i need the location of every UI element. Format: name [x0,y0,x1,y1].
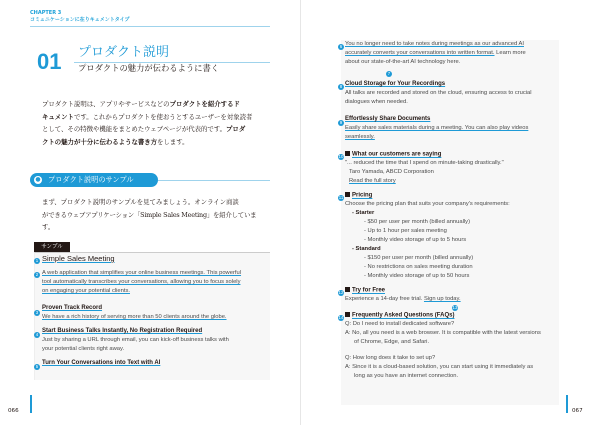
heading-customers [345,151,441,158]
sample-heading-rule [158,180,270,181]
heading-faq [345,312,454,319]
desc-line: tool automatically transcribes your conversations, allowing you to focus solely [42,279,241,285]
ai-line: accurately converts your conversations into written format. [345,50,495,56]
intro-paragraph [30,98,272,148]
heading-faq-label: Frequently Asked Questions (FAQs) [352,312,455,319]
chapter-subtitle: コミュニケーションに在りキュメントタイプ [30,17,130,23]
track-record-text: We have a rich history of serving more than 50 clients around the globe. [42,314,227,320]
try-text [345,295,461,304]
faq-answer: A: No, all you need is a web browser. It is compatible with the latest versions [345,330,541,336]
ai-paragraph [345,40,526,67]
ai-line: Learn more [496,50,526,56]
quote-author: Taro Yamada, ABCD Corporation [349,169,434,175]
heading-cloud-storage: Cloud Storage for Your Recordings [345,81,446,87]
faq-question: Q: Do I need to install dedicated software? [345,321,455,327]
marker-11: 11 [338,195,344,200]
marker-13: 13 [452,305,458,310]
sample-description [42,269,241,296]
sample-intro-text: す。 [42,223,55,231]
marker-12: 12 [338,290,344,295]
start-talks-line: your potential clients right away. [42,346,125,352]
marker-4: 4 [35,332,39,337]
square-bullet-icon [345,151,350,156]
marker-6: 6 [339,44,343,49]
marker-10: 10 [338,154,344,159]
desc-line: A web application that simplifies your online business meetings. This powerful [42,270,242,276]
intro-text: をします。 [157,137,189,146]
heading-track-record: Proven Track Record [42,305,103,311]
heading-customers-label: What our customers are saying [352,151,442,158]
intro-bold: プロダ [226,125,246,133]
intro-bold: クトの魅力が十分に伝わるような書き方 [42,137,158,146]
faq-question: Q: How long does it take to set up? [345,355,436,361]
starter-item: - Monthly video storage of up to 5 hours [364,237,467,243]
marker-5: 5 [35,364,39,369]
standard-item: - $150 per user per month (billed annually) [364,255,474,261]
cloud-line: dialogues when needed. [345,99,408,105]
share-text [345,124,528,142]
page-number-left: 066 [8,408,19,414]
intro-bold: プロダクトを紹介するド [169,100,240,108]
cloud-text [345,89,532,107]
faq-answer: long as you have an internet connection. [354,373,459,379]
heading-share-docs: Effortlessly Share Documents [345,116,431,122]
quote-text: "... reduced the time that I spend on minute-taking drastically." [345,160,504,166]
plan-starter: - Starter [352,210,375,216]
section-title: プロダクト説明 [78,45,170,60]
marker-14: 14 [338,315,344,320]
heading-try-free [345,287,385,294]
try-text-body: Experience a 14-day free trial. [345,296,423,302]
learn-more-link[interactable]: about our state-of-the-art AI technology here. [345,59,461,65]
square-bullet-icon [345,192,350,197]
starter-item: - Up to 1 hour per sales meeting [364,228,447,234]
ai-line: You no longer need to take notes during meetings as our advanced AI [345,41,524,47]
chapter-label [30,10,129,24]
marker-7: 7 [387,71,391,76]
section-number: 01 [37,49,62,74]
sample-intro [30,196,272,234]
intro-bold: キュメント [42,112,74,121]
plan-standard: - Standard [352,246,381,252]
desc-line: on engaging your potential clients. [42,288,130,294]
marker-2: 2 [35,272,39,277]
marker-8: 8 [339,84,343,89]
heading-try-free-label: Try for Free [352,287,386,294]
standard-item: - No restrictions on sales meeting duration [364,264,473,270]
sample-section-heading [30,173,158,187]
marker-3: 3 [35,310,39,315]
bullet-icon: ● [35,176,41,183]
heading-pricing-label: Pricing [352,192,373,199]
faq-answer: of Chrome, Edge, and Safari. [354,339,430,345]
marker-1: 1 [35,258,39,263]
standard-item: - Monthly video storage of up to 50 hours [364,273,470,279]
intro-text: プロダクト説明は、アプリやサービスなどの [42,100,170,108]
starter-item: - $50 per user per month (billed annually) [364,219,471,225]
square-bullet-icon [345,287,350,292]
heading-ai-text: Turn Your Conversations into Text with AI [42,360,161,366]
chapter-divider [30,26,270,27]
start-talks-line: Just by sharing a URL through email, you can kick-off business talks with [42,337,229,343]
quote-block [345,159,504,186]
heading-start-talks: Start Business Talks Instantly, No Registration Required [42,328,203,334]
sample-intro-text: ができるウェブアプリケーション「Simple Sales Meeting」を紹介していま [42,210,257,219]
chapter-number: CHAPTER 3 [30,10,62,16]
start-talks-text [42,336,229,354]
folio-bar-left [30,395,32,413]
faq-answer: A: Since it is a cloud-based solution, you can start using it immediately as [345,364,534,370]
share-line: Easily share sales materials during a meeting. You can also play videos [345,125,529,131]
share-line: seamlessly. [345,134,375,140]
read-full-story-link[interactable]: Read the full story [349,178,396,184]
folio-bar-right [566,395,568,413]
faq-block [345,320,541,381]
page-number-right: 067 [572,408,583,414]
sample-tag: サンプル [34,242,70,252]
sample-section-label: プロダクト説明のサンプル [48,175,134,184]
sample-intro-text: まず、プロダクト説明のサンプルを見てみましょう。オンライン商談 [42,198,239,206]
square-bullet-icon [345,312,350,317]
heading-pricing [345,192,372,199]
intro-text: です。これからプロダクトを使おうとするユーザーを対象読者 [73,112,253,121]
sample-title: Simple Sales Meeting [42,254,115,263]
cloud-line: All talks are recorded and stored on the cloud, ensuring access to crucial [345,90,532,96]
section-subtitle: プロダクトの魅力が伝わるように書く [78,63,220,73]
pricing-intro: Choose the pricing plan that suits your company's requirements: [345,201,510,207]
sign-up-link[interactable]: Sign up today. [423,296,461,302]
marker-9: 9 [339,120,343,125]
intro-text: として、その特徴や機能をまとめたウェブページが代表的です。 [42,125,227,133]
